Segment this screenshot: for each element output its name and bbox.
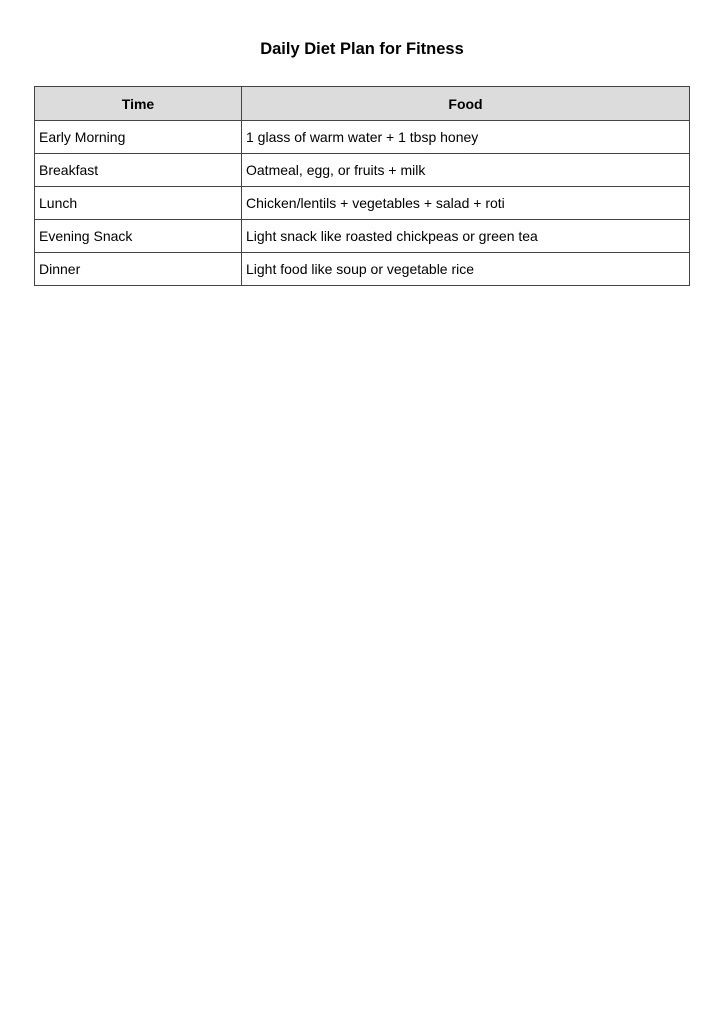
food-cell: Light food like soup or vegetable rice bbox=[242, 253, 690, 286]
food-cell: 1 glass of warm water + 1 tbsp honey bbox=[242, 121, 690, 154]
time-cell: Dinner bbox=[35, 253, 242, 286]
table-row bbox=[35, 154, 690, 187]
time-cell: Early Morning bbox=[35, 121, 242, 154]
header-time: Time bbox=[35, 87, 242, 121]
table-row bbox=[35, 253, 690, 286]
diet-plan-table bbox=[34, 86, 690, 286]
time-cell: Evening Snack bbox=[35, 220, 242, 253]
document-title: Daily Diet Plan for Fitness bbox=[260, 40, 464, 58]
table-row bbox=[35, 220, 690, 253]
food-cell: Chicken/lentils + vegetables + salad + roti bbox=[242, 187, 690, 220]
table-row bbox=[35, 187, 690, 220]
food-cell: Oatmeal, egg, or fruits + milk bbox=[242, 154, 690, 187]
table-row bbox=[35, 121, 690, 154]
time-cell: Lunch bbox=[35, 187, 242, 220]
table-header-row bbox=[35, 87, 690, 121]
food-cell: Light snack like roasted chickpeas or green tea bbox=[242, 220, 690, 253]
header-food: Food bbox=[242, 87, 690, 121]
time-cell: Breakfast bbox=[35, 154, 242, 187]
